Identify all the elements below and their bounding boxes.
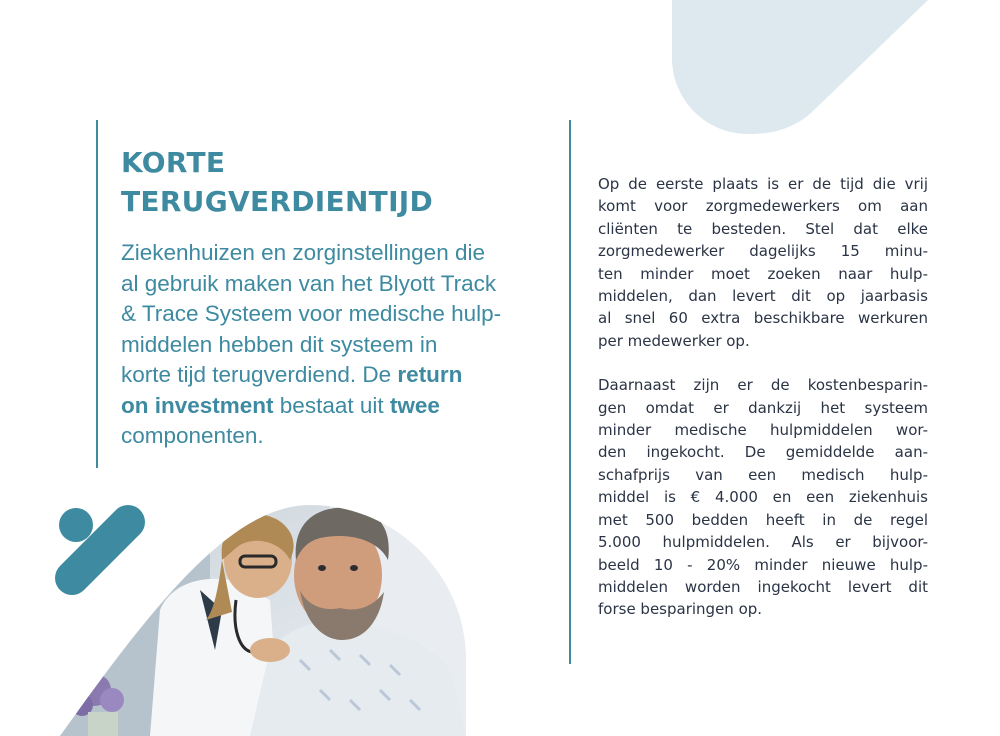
body-line: Daarnaast zijn er de kostenbesparin- bbox=[598, 376, 928, 395]
intro-text-segment: korte tijd terugverdiend. De bbox=[121, 362, 392, 387]
intro-text-segment: bestaat uit bbox=[279, 392, 384, 418]
heading-line: KORTE bbox=[121, 146, 226, 179]
body-line: gen omdat er dankzij het systeem bbox=[598, 398, 928, 417]
intro-line: middelen hebben dit systeem in bbox=[121, 331, 438, 357]
intro-line: & Trace Systeem voor medische hulp- bbox=[121, 301, 502, 326]
body-line: zorgmedewerker dagelijks 15 minu- bbox=[598, 242, 928, 261]
body-line: ten minder moet zoeken naar hulp- bbox=[598, 264, 928, 283]
intro-line: al gebruik maken van het Blyott Track bbox=[121, 270, 497, 296]
body-line: komt voor zorgmedewerkers om aan bbox=[598, 197, 928, 216]
emphasis-on-investment: on investment bbox=[121, 392, 274, 418]
intro-line bbox=[121, 360, 561, 391]
paragraph-cost-savings bbox=[598, 374, 928, 620]
body-line: cliënten te besteden. Stel dat elke bbox=[598, 219, 928, 238]
intro-line: componenten. bbox=[121, 423, 264, 448]
emphasis-twee: twee bbox=[389, 392, 440, 418]
intro-text bbox=[121, 238, 561, 452]
body-line: middelen, dan levert dit op jaarbasis bbox=[598, 287, 928, 306]
heading-line: TERUGVERDIENTIJD bbox=[121, 185, 434, 218]
body-line: forse besparingen op. bbox=[598, 600, 763, 619]
body-line: middelen worden ingekocht levert dit bbox=[598, 577, 928, 596]
body-column bbox=[598, 173, 928, 621]
body-line: per medewerker op. bbox=[598, 331, 750, 350]
body-line: den ingekocht. De gemiddelde aan- bbox=[598, 443, 928, 462]
paragraph-time-savings bbox=[598, 173, 928, 352]
body-line: minder medische hulpmiddelen wor- bbox=[598, 421, 928, 440]
body-line: Op de eerste plaats is er de tijd die vrij bbox=[598, 175, 928, 193]
body-line: 5.000 hulpmiddelen. Als er bijvoor- bbox=[598, 533, 928, 552]
body-line: al snel 60 extra beschikbare werkuren bbox=[598, 309, 928, 328]
emphasis-return: return bbox=[397, 362, 463, 387]
brand-dot-shape bbox=[59, 508, 93, 542]
intro-line: Ziekenhuizen en zorginstellingen die bbox=[121, 240, 485, 265]
divider-middle bbox=[569, 120, 571, 664]
body-line: schafprijs van een medisch hulp- bbox=[598, 465, 928, 484]
body-line: beeld 10 - 20% minder nieuwe hulp- bbox=[598, 555, 928, 574]
body-line: met 500 bedden heeft in de regel bbox=[598, 510, 928, 529]
section-heading bbox=[121, 143, 561, 221]
divider-left bbox=[96, 120, 98, 468]
body-line: middel is € 4.000 en een ziekenhuis bbox=[598, 488, 928, 507]
intro-line bbox=[121, 391, 561, 422]
